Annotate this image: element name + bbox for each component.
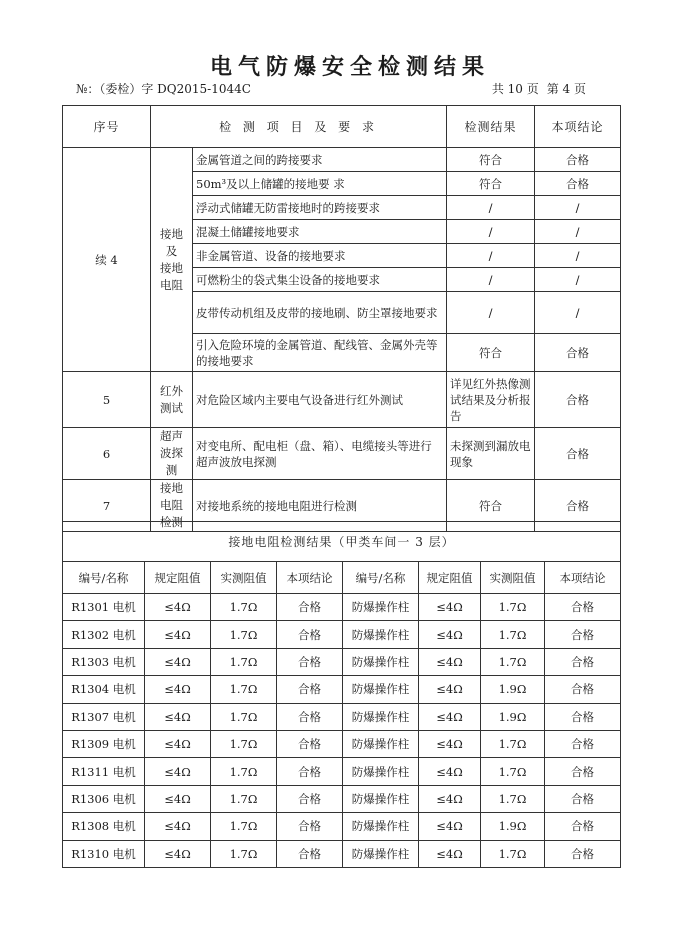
equipment-id-cell: R1306 电机 [63, 785, 145, 812]
table-row [63, 813, 621, 840]
required-value-cell: ≤4Ω [419, 785, 481, 812]
ground-resistance-table [62, 521, 621, 868]
conclusion-cell: 合格 [545, 703, 621, 730]
conclusion-cell: 合格 [535, 372, 621, 428]
category-line: 及 [165, 243, 178, 258]
inspection-results-table [62, 105, 621, 532]
measured-value-cell: 1.7Ω [481, 648, 545, 675]
conclusion-cell: 合格 [545, 758, 621, 785]
equipment-id-cell: 防爆操作柱 [343, 730, 419, 757]
document-number: №：（委检）字 DQ2015-1044C [76, 82, 251, 96]
conclusion-cell: 合格 [545, 813, 621, 840]
seq-cell: 7 [63, 480, 151, 532]
conclusion-cell: 合格 [277, 785, 343, 812]
requirement-cell: 金属管道之间的跨接要求 [193, 148, 447, 172]
header-cell: 规定阻值 [145, 562, 211, 594]
measured-value-cell: 1.7Ω [211, 703, 277, 730]
result-cell: / [447, 196, 535, 220]
conclusion-cell: 合格 [277, 648, 343, 675]
measured-value-cell: 1.7Ω [211, 594, 277, 621]
table-row [63, 594, 621, 621]
equipment-id-cell: 防爆操作柱 [343, 676, 419, 703]
measured-value-cell: 1.9Ω [481, 703, 545, 730]
measured-value-cell: 1.7Ω [211, 785, 277, 812]
required-value-cell: ≤4Ω [419, 730, 481, 757]
conclusion-cell: 合格 [545, 840, 621, 867]
measured-value-cell: 1.7Ω [481, 840, 545, 867]
equipment-id-cell: R1307 电机 [63, 703, 145, 730]
required-value-cell: ≤4Ω [419, 594, 481, 621]
table-row [63, 372, 621, 428]
header-cell: 编号/名称 [343, 562, 419, 594]
category-line: 检测 [160, 515, 183, 529]
result-cell: / [447, 244, 535, 268]
seq-cell: 6 [63, 428, 151, 480]
equipment-id-cell: 防爆操作柱 [343, 785, 419, 812]
requirement-cell: 对危险区域内主要电气设备进行红外测试 [193, 372, 447, 428]
required-value-cell: ≤4Ω [419, 813, 481, 840]
resistance-table-body [63, 594, 621, 868]
group4-seq: 续 4 [63, 148, 151, 372]
requirement-cell: 对接地系统的接地电阻进行检测 [193, 480, 447, 532]
conclusion-cell: 合格 [535, 334, 621, 372]
requirement-cell: 对变电所、配电柜（盘、箱）、电缆接头等进行超声波放电探测 [193, 428, 447, 480]
required-value-cell: ≤4Ω [419, 621, 481, 648]
required-value-cell: ≤4Ω [145, 840, 211, 867]
header-cell: 规定阻值 [419, 562, 481, 594]
requirement-cell: 浮动式储罐无防雷接地时的跨接要求 [193, 196, 447, 220]
conclusion-cell: 合格 [545, 676, 621, 703]
equipment-id-cell: 防爆操作柱 [343, 594, 419, 621]
conclusion-cell: 合格 [535, 148, 621, 172]
category-line: 测试 [160, 400, 183, 415]
equipment-id-cell: R1302 电机 [63, 621, 145, 648]
category-line: 接地 [160, 481, 183, 495]
result-cell: 符合 [447, 480, 535, 532]
conclusion-cell: 合格 [277, 758, 343, 785]
result-cell: / [447, 292, 535, 334]
category-cell [151, 372, 193, 428]
equipment-id-cell: R1310 电机 [63, 840, 145, 867]
requirement-cell: 非金属管道、设备的接地要求 [193, 244, 447, 268]
requirement-cell: 50m³及以上储罐的接地要 求 [193, 172, 447, 196]
result-cell: 符合 [447, 148, 535, 172]
conclusion-cell: 合格 [277, 703, 343, 730]
category-line: 波探 [160, 446, 183, 460]
conclusion-cell: 合格 [277, 594, 343, 621]
conclusion-cell: / [535, 220, 621, 244]
conclusion-cell: 合格 [545, 648, 621, 675]
table-row [63, 621, 621, 648]
header-item: 检 测 项 目 及 要 求 [151, 106, 447, 148]
group4-category [151, 148, 193, 372]
equipment-id-cell: R1308 电机 [63, 813, 145, 840]
conclusion-cell: 合格 [535, 480, 621, 532]
required-value-cell: ≤4Ω [419, 758, 481, 785]
resistance-table-title: 接地电阻检测结果（甲类车间一 3 层） [63, 522, 621, 562]
conclusion-cell: 合格 [545, 594, 621, 621]
category-line: 接地 [160, 226, 183, 241]
category-line: 电阻 [160, 277, 183, 292]
result-cell: / [447, 220, 535, 244]
measured-value-cell: 1.7Ω [481, 758, 545, 785]
measured-value-cell: 1.7Ω [211, 813, 277, 840]
table-row [63, 785, 621, 812]
measured-value-cell: 1.7Ω [481, 785, 545, 812]
measured-value-cell: 1.7Ω [481, 730, 545, 757]
conclusion-cell: 合格 [277, 621, 343, 648]
conclusion-cell: 合格 [545, 730, 621, 757]
header-cell: 实测阻值 [211, 562, 277, 594]
conclusion-cell: 合格 [277, 730, 343, 757]
requirement-cell: 混凝土储罐接地要求 [193, 220, 447, 244]
conclusion-cell: 合格 [535, 428, 621, 480]
required-value-cell: ≤4Ω [145, 730, 211, 757]
category-line: 接地 [160, 260, 183, 275]
equipment-id-cell: 防爆操作柱 [343, 813, 419, 840]
measured-value-cell: 1.7Ω [211, 648, 277, 675]
equipment-id-cell: 防爆操作柱 [343, 621, 419, 648]
result-cell: 未探测到漏放电现象 [447, 428, 535, 480]
table-row [63, 703, 621, 730]
measured-value-cell: 1.7Ω [211, 676, 277, 703]
required-value-cell: ≤4Ω [419, 676, 481, 703]
conclusion-cell: 合格 [545, 621, 621, 648]
equipment-id-cell: 防爆操作柱 [343, 648, 419, 675]
category-line: 电阻 [160, 498, 183, 512]
header-cell: 编号/名称 [63, 562, 145, 594]
header-result: 检测结果 [447, 106, 535, 148]
table-row [63, 730, 621, 757]
required-value-cell: ≤4Ω [145, 703, 211, 730]
required-value-cell: ≤4Ω [145, 785, 211, 812]
conclusion-cell: 合格 [277, 840, 343, 867]
measured-value-cell: 1.7Ω [481, 594, 545, 621]
measured-value-cell: 1.7Ω [211, 758, 277, 785]
table-row [63, 428, 621, 480]
equipment-id-cell: R1303 电机 [63, 648, 145, 675]
required-value-cell: ≤4Ω [419, 648, 481, 675]
required-value-cell: ≤4Ω [145, 813, 211, 840]
category-line: 红外 [160, 383, 183, 398]
result-cell: / [447, 268, 535, 292]
equipment-id-cell: R1304 电机 [63, 676, 145, 703]
measured-value-cell: 1.9Ω [481, 676, 545, 703]
equipment-id-cell: 防爆操作柱 [343, 703, 419, 730]
header-cell: 实测阻值 [481, 562, 545, 594]
required-value-cell: ≤4Ω [145, 758, 211, 785]
page-indicator [492, 80, 586, 97]
result-cell: 符合 [447, 334, 535, 372]
header-cell: 本项结论 [277, 562, 343, 594]
required-value-cell: ≤4Ω [145, 648, 211, 675]
required-value-cell: ≤4Ω [145, 676, 211, 703]
equipment-id-cell: R1311 电机 [63, 758, 145, 785]
seq-cell: 5 [63, 372, 151, 428]
equipment-id-cell: 防爆操作柱 [343, 840, 419, 867]
table-row [63, 148, 621, 172]
document-title: 电气防爆安全检测结果 [209, 55, 490, 80]
equipment-id-cell: R1301 电机 [63, 594, 145, 621]
category-cell [151, 428, 193, 480]
conclusion-cell: / [535, 292, 621, 334]
page-current: 第 4 页 [546, 82, 586, 96]
conclusion-cell: 合格 [545, 785, 621, 812]
table-row [63, 840, 621, 867]
required-value-cell: ≤4Ω [419, 840, 481, 867]
measured-value-cell: 1.9Ω [481, 813, 545, 840]
conclusion-cell: 合格 [535, 172, 621, 196]
category-line: 超声 [160, 429, 183, 443]
conclusion-cell: 合格 [277, 813, 343, 840]
measured-value-cell: 1.7Ω [481, 621, 545, 648]
equipment-id-cell: R1309 电机 [63, 730, 145, 757]
requirement-cell: 引入危险环境的金属管道、配线管、金属外壳等的接地要求 [193, 334, 447, 372]
header-conclusion: 本项结论 [535, 106, 621, 148]
measured-value-cell: 1.7Ω [211, 840, 277, 867]
conclusion-cell: / [535, 244, 621, 268]
page-total: 共 10 页 [491, 82, 539, 96]
resistance-header-row [63, 562, 621, 594]
conclusion-cell: 合格 [277, 676, 343, 703]
conclusion-cell: / [535, 268, 621, 292]
requirement-cell: 可燃粉尘的袋式集尘设备的接地要求 [193, 268, 447, 292]
required-value-cell: ≤4Ω [145, 621, 211, 648]
header-seq: 序号 [63, 106, 151, 148]
requirement-cell: 皮带传动机组及皮带的接地刷、防尘罩接地要求 [193, 292, 447, 334]
equipment-id-cell: 防爆操作柱 [343, 758, 419, 785]
required-value-cell: ≤4Ω [145, 594, 211, 621]
header-row [63, 106, 621, 148]
category-line: 测 [165, 463, 178, 477]
table-row [63, 648, 621, 675]
header-cell: 本项结论 [545, 562, 621, 594]
conclusion-cell: / [535, 196, 621, 220]
result-cell: 详见红外热像测试结果及分析报告 [447, 372, 535, 428]
table-row [63, 676, 621, 703]
table-row [63, 758, 621, 785]
measured-value-cell: 1.7Ω [211, 730, 277, 757]
result-cell: 符合 [447, 172, 535, 196]
required-value-cell: ≤4Ω [419, 703, 481, 730]
resistance-title-row [63, 522, 621, 562]
measured-value-cell: 1.7Ω [211, 621, 277, 648]
